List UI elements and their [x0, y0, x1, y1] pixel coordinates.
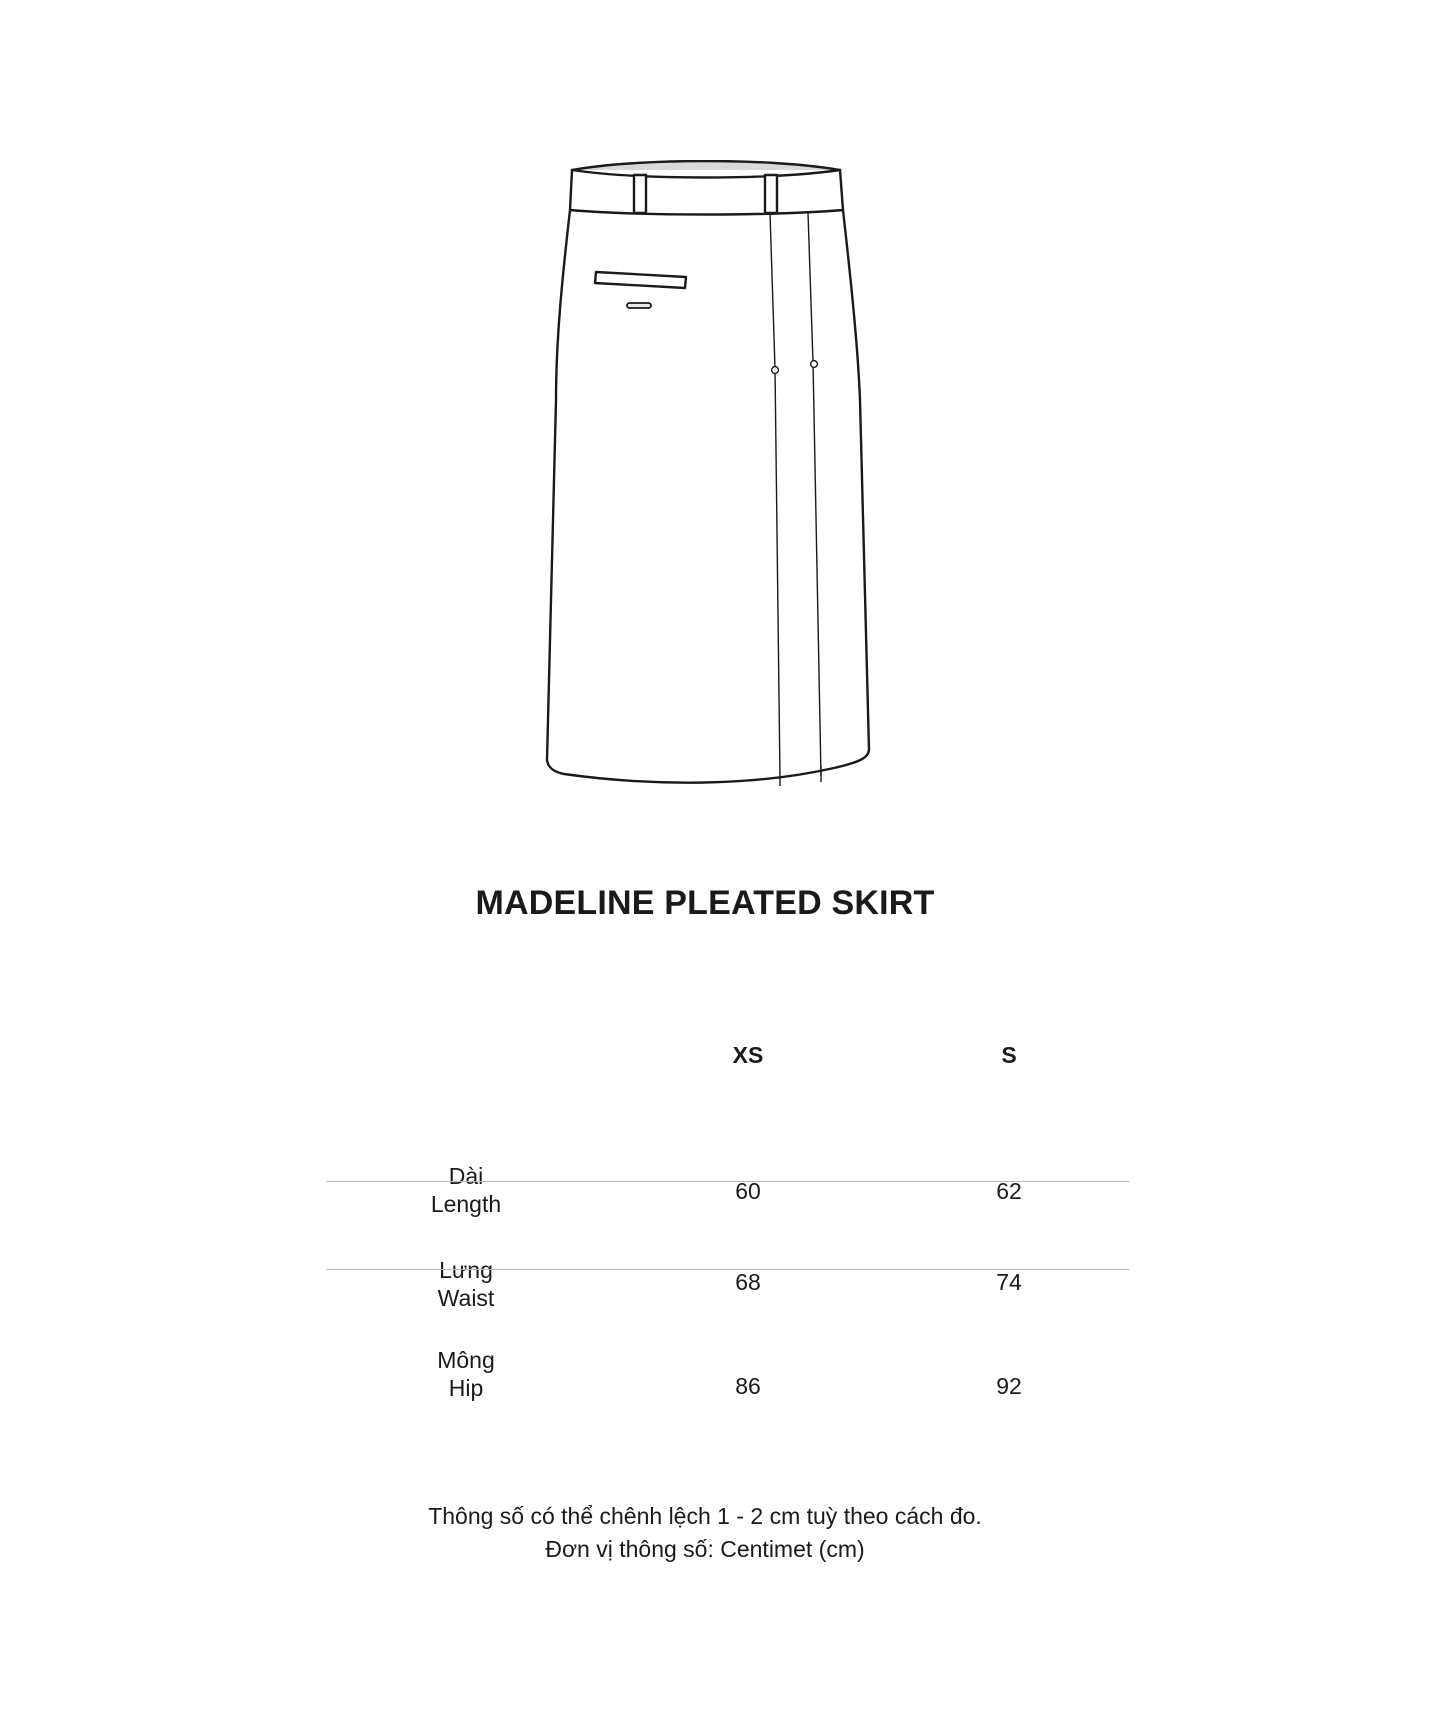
value-xs: 86 — [735, 1373, 761, 1399]
row-label-vi: Lưng — [439, 1257, 493, 1283]
row-label-vi: Dài — [448, 1163, 484, 1189]
size-column-xs: XS — [732, 1042, 764, 1068]
value-s: 74 — [996, 1269, 1022, 1295]
pleat-line-left — [770, 213, 780, 778]
measurement-note: Thông số có thể chênh lệch 1 - 2 cm tuỳ theo cách đo. — [428, 1503, 982, 1529]
belt-loop-right — [765, 175, 777, 213]
row-label-en: Hip — [448, 1375, 484, 1401]
size-column-s: S — [1001, 1042, 1017, 1068]
row-divider — [326, 1269, 1129, 1270]
pleat-button-left — [772, 367, 779, 374]
unit-note: Đơn vị thông số: Centimet (cm) — [545, 1536, 865, 1562]
pleat-line-right — [808, 213, 821, 776]
pocket-button-slot — [627, 303, 651, 308]
value-xs: 60 — [735, 1178, 761, 1204]
row-label-vi: Mông — [437, 1347, 495, 1373]
row-divider — [326, 1181, 1129, 1182]
product-title: MADELINE PLEATED SKIRT — [475, 884, 935, 922]
pleat-button-right — [811, 361, 818, 368]
row-label-en: Waist — [437, 1285, 495, 1311]
value-s: 92 — [996, 1373, 1022, 1399]
pocket-welt — [595, 272, 686, 288]
belt-loop-left — [634, 175, 646, 213]
value-xs: 68 — [735, 1269, 761, 1295]
size-header-row — [326, 1030, 1129, 1086]
skirt-illustration — [530, 160, 880, 800]
waistband-back-edge — [572, 161, 840, 170]
value-s: 62 — [996, 1178, 1022, 1204]
size-chart-table — [326, 1030, 1129, 1401]
skirt-body — [547, 210, 869, 783]
row-label-en: Length — [430, 1191, 502, 1217]
